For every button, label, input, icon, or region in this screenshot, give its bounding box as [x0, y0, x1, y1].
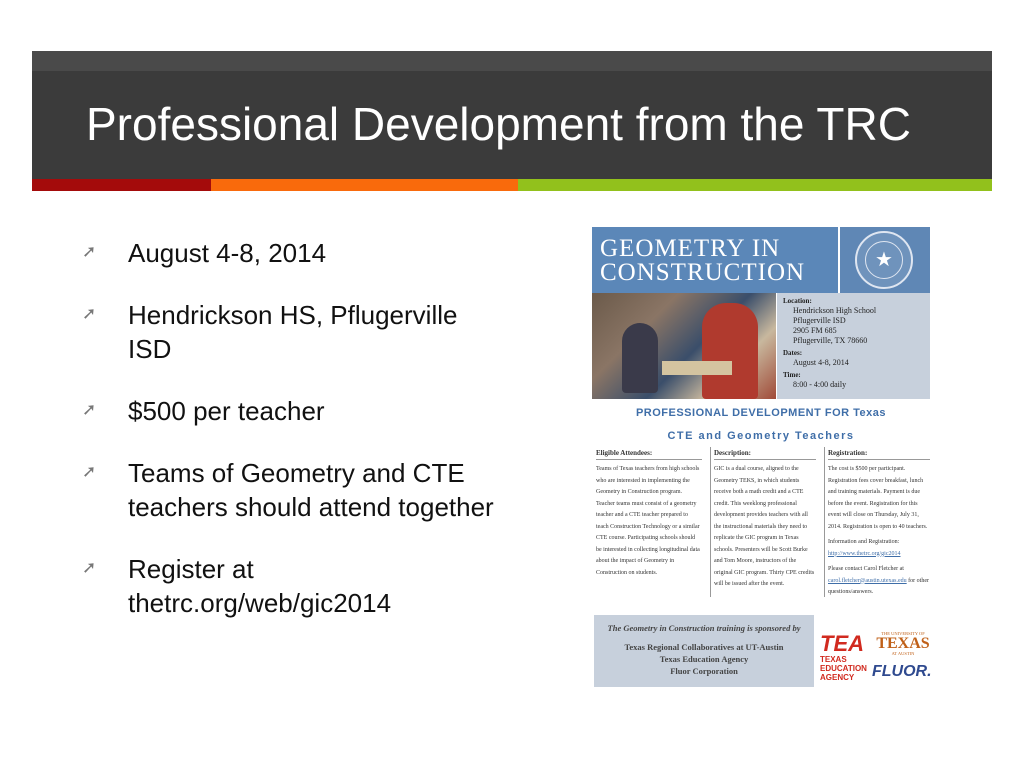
- sponsor-name: Texas Education Agency: [659, 654, 749, 664]
- event-flyer-image: [592, 227, 938, 689]
- accent-bar-red: [32, 179, 211, 191]
- fluor-logo: FLUOR.: [872, 663, 932, 680]
- ut-logo-line: THE UNIVERSITY OF: [881, 631, 925, 636]
- sponsor-name: Fluor Corporation: [670, 666, 738, 676]
- dates-value: August 4-8, 2014: [793, 358, 849, 367]
- bullet-item: [82, 298, 502, 366]
- arrow-up-right-icon: ➚: [82, 558, 97, 577]
- col-heading: Registration:: [828, 447, 930, 460]
- contact-email: carol.fletcher@austin.utexas.edu: [828, 577, 907, 584]
- bullet-text: Hendrickson HS, Pflugerville ISD: [128, 300, 458, 364]
- time-label: Time:: [783, 371, 801, 379]
- tea-logo: [820, 633, 872, 687]
- banner-line: GEOMETRY IN: [600, 235, 781, 262]
- ut-austin-logo: [874, 631, 932, 655]
- flyer-banner: [592, 227, 838, 293]
- flyer-photo: [592, 293, 776, 399]
- dates-label: Dates:: [783, 349, 803, 357]
- col-text: Please contact Carol Fletcher at: [828, 566, 904, 572]
- sponsor-title: The Geometry in Construction training is sponsored by: [607, 623, 801, 633]
- location-line: Pflugerville ISD: [793, 316, 846, 325]
- col-text: GIC is a dual course, aligned to the Geometry TEKS, in which students receive both a math credit and a CTE credit. This weeklong professional development provides teachers with all the instructional materials they need to replicate the GIC program in Texas schools. Presenters will be Scott Burke and Tom Moore, instructors of the original GIC program. Thirty CPE credits will be issued after the event.: [714, 466, 815, 587]
- flyer-columns: [596, 447, 930, 597]
- bullet-item: [82, 236, 502, 270]
- location-label: Location:: [783, 297, 812, 305]
- flyer-col-attendees: [596, 447, 702, 597]
- bullet-text: Register at thetrc.org/web/gic2014: [128, 554, 392, 618]
- bullet-list: [82, 236, 502, 648]
- flyer-col-registration: [824, 447, 930, 597]
- location-line: Hendrickson High School: [793, 306, 877, 315]
- trc-logo-box: [840, 227, 930, 293]
- accent-bar-green: [518, 179, 992, 191]
- col-text: for other questions/answers.: [828, 577, 929, 595]
- bullet-item: [82, 394, 502, 428]
- accent-bar-orange: [211, 179, 518, 191]
- flyer-banner-title: [600, 237, 805, 285]
- col-heading: Description:: [714, 447, 816, 460]
- sponsor-name: Texas Regional Collaboratives at UT-Austin: [624, 642, 784, 652]
- ut-logo-line: AT AUSTIN: [891, 651, 915, 656]
- location-line: Pflugerville, TX 78660: [793, 336, 868, 345]
- flyer-pd-heading: PROFESSIONAL DEVELOPMENT FOR Texas: [635, 407, 887, 419]
- ut-logo-word: TEXAS: [876, 635, 930, 652]
- arrow-up-right-icon: ➚: [82, 242, 97, 261]
- flyer-col-description: [710, 447, 816, 597]
- tea-name-line: AGENCY: [820, 673, 855, 682]
- registration-link: http://www.thetrc.org/gic2014: [828, 550, 901, 557]
- bullet-text: Teams of Geometry and CTE teachers should attend together: [128, 458, 494, 522]
- arrow-up-right-icon: ➚: [82, 400, 97, 419]
- tea-logo-mark: TEA: [820, 631, 864, 656]
- col-text: Teams of Texas teachers from high schools who are interested in implementing the Geometry in Construction program. Teacher teams must consist of a geometry teacher and a CTE teacher prepared to teach Construction Technology or a similar CTE course. Participating schools should be interested in collecting longitudinal data about the impact of Geometry in Construction on students.: [596, 466, 700, 576]
- col-text: The cost is $500 per participant. Registration fees cover breakfast, lunch and training materials. Payment is due before the event. Registration for this event will close on Thursday, July 31, 2014. Registration is open to 40 teachers.: [828, 466, 928, 530]
- time-value: 8:00 - 4:00 daily: [793, 380, 847, 389]
- bullet-item: [82, 552, 502, 620]
- bullet-text: August 4-8, 2014: [128, 238, 327, 268]
- tea-name-line: TEXAS: [820, 655, 847, 664]
- trc-seal-icon: ★: [855, 231, 913, 289]
- tea-name-line: EDUCATION: [820, 664, 867, 673]
- location-line: 2905 FM 685: [793, 326, 837, 335]
- bullet-text: $500 per teacher: [128, 396, 325, 426]
- bullet-item: [82, 456, 502, 524]
- col-heading: Eligible Attendees:: [596, 447, 702, 460]
- flyer-pd-subheading: CTE and Geometry Teachers: [667, 430, 855, 442]
- flyer-sponsor-box: [594, 615, 814, 687]
- slide-title: Professional Development from the TRC: [86, 98, 911, 150]
- arrow-up-right-icon: ➚: [82, 304, 97, 323]
- banner-line: CONSTRUCTION: [600, 259, 806, 286]
- location-value: [783, 306, 924, 346]
- arrow-up-right-icon: ➚: [82, 462, 97, 481]
- title-top-strip: [32, 51, 992, 71]
- title-bar: [32, 51, 992, 179]
- flyer-event-info: [777, 293, 930, 399]
- col-text: Information and Registration:: [828, 539, 900, 545]
